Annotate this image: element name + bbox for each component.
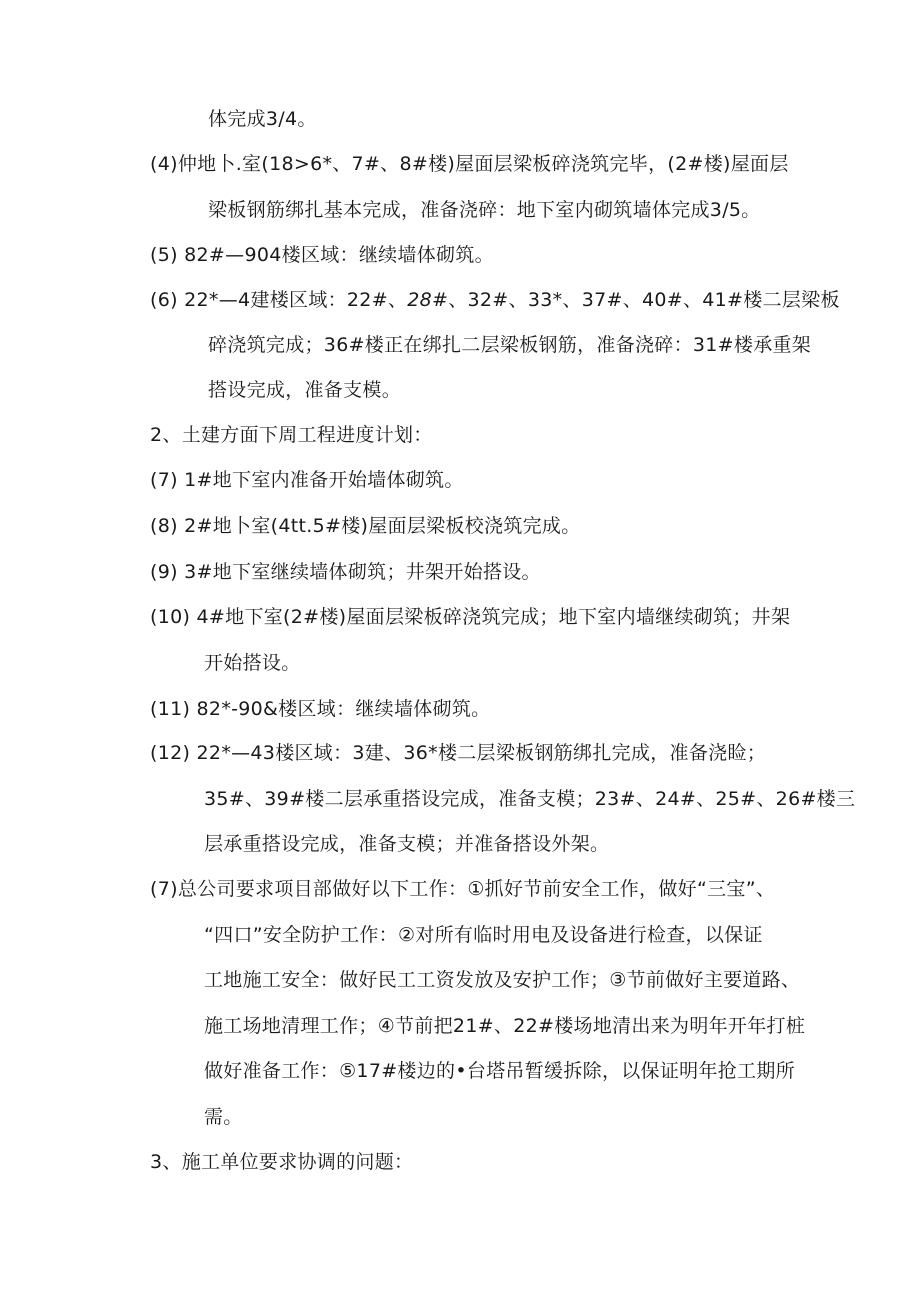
text-line: 施工场地清理工作；④节前把21#、22#楼场地清出来为明年开年打桩 [204,1015,806,1037]
text-line: 工地施工安全：做好民工工资发放及安护工作；③节前做好主要道路、 [204,969,801,991]
text-line: (10) 4#地下室(2#楼)屋面层梁板碎浇筑完成；地下室内墙继续砌筑；井架 [150,606,791,628]
text-segment: (6) 22*—4建楼区域：22#、 [150,289,408,311]
text-line: 开始搭设。 [204,652,301,674]
text-line: (11) 82*-90&楼区域：继续墙体砌筑。 [150,698,491,720]
text-line: (5) 82#—904楼区域：继续墙体砌筑。 [150,244,494,266]
text-line: 35#、39#楼二层承重搭设完成，准备支模；23#、24#、25#、26#楼三 [204,788,856,810]
text-line: “四口”安全防护工作：②对所有临时用电及设备进行检查，以保证 [204,924,763,946]
text-line: 做好准备工作：⑤17#楼边的•台塔吊暂缓拆除，以保证明年抢工期所 [204,1060,795,1082]
text-line: (8) 2#地卜室(4tt.5#楼)屋面层梁板校浇筑完成。 [150,515,581,537]
text-line: (7)总公司要求项目部做好以下工作：①抓好节前安全工作，做好“三宝”、 [150,878,776,900]
text-segment-italic: 28# [407,289,449,311]
text-line: 需。 [204,1106,243,1128]
text-segment: 、32#、33*、37#、40#、41#楼二层梁板 [448,289,840,311]
text-line: 碎浇筑完成；36#楼正在绑扎二层梁板钢筋，准备浇碎：31#楼承重架 [208,334,812,356]
text-line: (4)仲地卜.室(18>6*、7#、8#楼)屋面层梁板碎浇筑完毕，(2#楼)屋面层 [150,153,789,175]
text-line: 梁板钢筋绑扎基本完成，准备浇碎：地下室内砌筑墙体完成3/5。 [208,199,761,221]
text-line: 搭设完成，准备支模。 [208,379,402,401]
text-line [150,288,840,312]
text-line: 层承重搭设完成，准备支模；并准备搭设外架。 [204,833,610,855]
text-line: (7) 1#地下室内准备开始墙体砌筑。 [150,469,464,491]
section-heading: 2、土建方面下周工程进度计划： [150,424,433,446]
text-line: 体完成3/4。 [208,108,317,130]
text-line: (9) 3#地下室继续墙体砌筑；井架开始搭设。 [150,561,541,583]
section-heading: 3、施工单位要求协调的问题： [150,1151,414,1173]
text-line: (12) 22*—43楼区域：3建、36*楼二层梁板钢筋绑扎完成，准备浇睑； [150,742,767,764]
